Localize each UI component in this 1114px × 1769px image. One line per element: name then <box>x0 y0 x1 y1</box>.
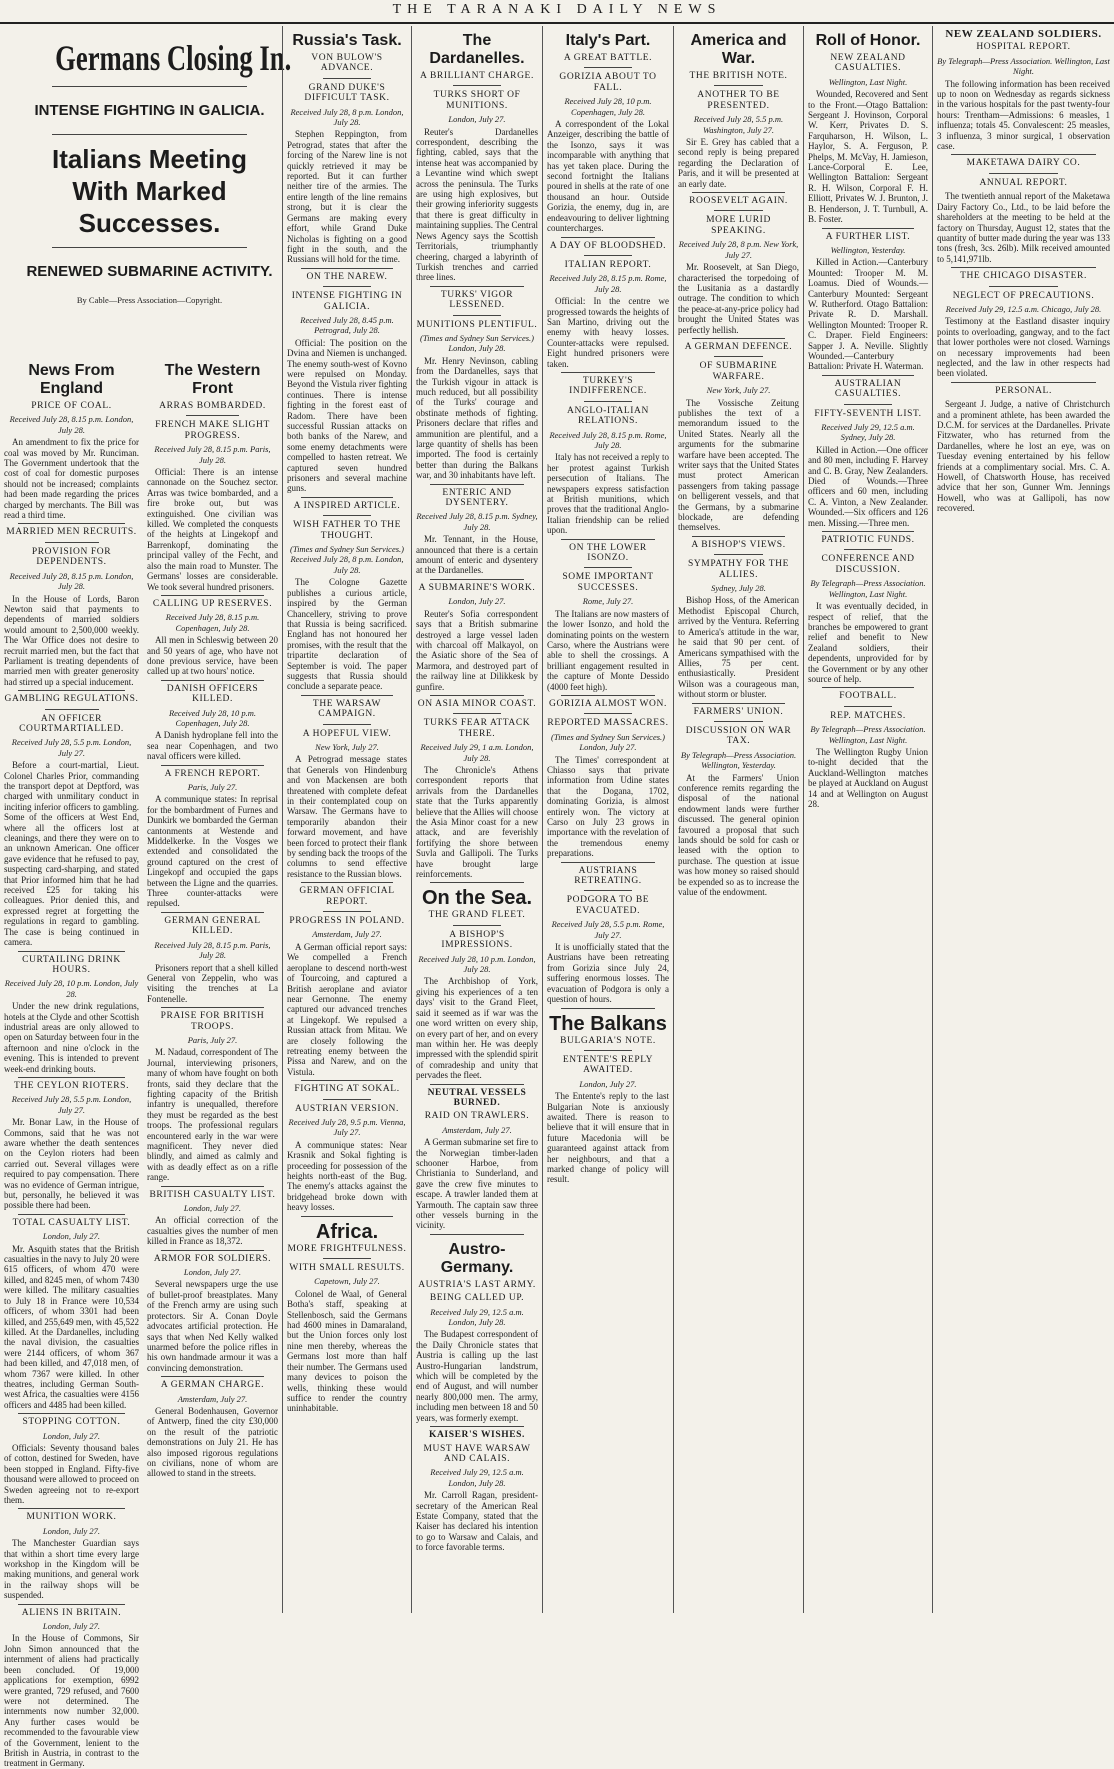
article-text: It was eventually decided, in respect of relief, that the branches be empowered to grant relief and benefit to New Zealand soldiers, their dependents, unprovided for by the Government or by any other source of help. <box>808 601 928 684</box>
col7-sections <box>808 53 928 809</box>
article-subtitle: FIFTY-SEVENTH LIST. <box>814 408 922 419</box>
article-text: A Petrograd message states that Generals von Hindenburg and von Mackensen are both threatened with complete defeat in their contemplated coup on Warsaw. The Germans have to temporarily abandon their forward movement, and have been forced to protect their flank by sending back the troops of the columns to send effective resistance to the Russian blows. <box>287 754 407 879</box>
article-title: VON BULOW'S ADVANCE. <box>311 53 383 74</box>
article-text: Testimony at the Eastland disaster inquiry points to overloading, gangway, and to the fact that lower portholes were not closed. Warnings on necessary improvements had been neglected, and the law in other respects had been violated. <box>937 316 1110 379</box>
article-dateline: Received July 28, 5.5 p.m. Washington, July 27. <box>693 114 784 135</box>
article <box>416 286 538 481</box>
article-dateline: Amsterdam, July 27. <box>177 1393 248 1404</box>
article-text: A German official report says: We compelled a French aeroplane to descend north-west of Tourcoing, and captured a British aeroplane and aviator near Gernonne. The enemy captured our advanced trenches at Lingekopf. We repulsed a Russian attack from Mitau. We are closely following the retreating enemy between the Pissa and Narew, and on the Vistula. <box>287 941 407 1077</box>
article-dateline: Received July 28, 8.15 p.m. Rome, July 28. <box>549 273 667 294</box>
article-dateline: By Telegraph—Press Association. Wellington, Last Night. <box>937 55 1110 77</box>
column-8 <box>932 26 1114 1613</box>
article-title: ARRAS BOMBARDED. <box>159 401 266 411</box>
lead-headline: Germans Closing In. <box>55 38 292 78</box>
article <box>147 1250 278 1373</box>
article-dateline: Received July 28, 8.15 p.m. London, July 28. <box>9 570 134 592</box>
article-text: In the House of Commons, Sir John Simon announced that the internment of aliens had practically been concluded. Of 19,000 applications for exemption, 6992 were granted, 729 refused, and 7600 were not determined. The internments now number 32,000. Any further cases would be recommended to the favourable view of the Government, lenient to the British in Austria, in contrast to the treatment in Germany. <box>4 1633 139 1769</box>
article-title: BRITISH CASUALTY LIST. <box>149 1189 276 1200</box>
article-title: A GREAT BATTLE. <box>563 53 653 63</box>
article-subtitle: ANOTHER TO BE PRESENTED. <box>697 90 780 111</box>
column-2 <box>143 26 282 1613</box>
article-title: HOSPITAL REPORT. <box>976 42 1071 53</box>
kaiser-sub: MUST HAVE WARSAW AND CALAIS. <box>423 1443 531 1464</box>
article-dateline: Received July 28, 8 p.m. London, July 28. <box>290 106 404 128</box>
article-text: Mr. Henry Nevinson, cabling from the Dardanelles, says that the Turkish vigour in attack is much reduced, but all possibility of the Turks' courage and obstinate methods of fighting. Prisoners declare that rifles and ammunition are plentiful, and a large quantity of shells has been imported. The food is certainly better than during the Balkans war, and 30 inhabitants have left. <box>416 355 538 481</box>
article <box>147 401 278 592</box>
roll-of-honor-heading: Roll of Honor. <box>815 32 921 49</box>
article-text: At the Farmers' Union conference remits regarding the disposal of the national endowment lands were further discussed. The general opinion favoured a proposal that such lands should be sold for cash or leased with the option to purchase. The question at issue was how money so raised should be expended so as to increase the value of the endowment. <box>678 772 799 898</box>
article-dateline: Received July 28, 8.15 p.m. Paris, July 28. <box>154 939 271 961</box>
austro-germany-heading: Austro-Germany. <box>440 1240 514 1276</box>
article-text: Under the new drink regulations, hotels at the Clyde and other Scottish industrial areas are only allowed to open on Saturday between four in the afternoon and nine o'clock in the evening. This is intended to prevent week-end drinking bouts. <box>4 1001 139 1074</box>
article-subtitle: AUSTRIAN VERSION. <box>295 1103 399 1114</box>
article-text: Sergeant J. Judge, a native of Christchurch and a prominent athlete, has been awarded the D.C.M. for services at the Dardanelles. Private Fitzwater, who has returned from the Dardanelles, where he lost an eye, was on Tuesday evening entertained by his fellow friends at a complimentary social. Mrs. C. A. Howell, of Chatsworth House, has received advice that her son, Gunner Wm. Jennings Howell, who was at Gallipoli, has now recovered. <box>937 399 1110 514</box>
article-text: Mr. Asquith states that the British casualties in the navy to July 20 were 615 officers, of whom 470 were killed, and 8245 men, of whom 7430 were killed. The military casualties to July 18 in France were 10,534 officers, of whom 3301 had been killed, and 255,649 men, with 45,522 killed. At the Dardanelles, including the naval division, the casualties were 2144 officers, of whom 367 had been killed, and 47,018 men, of whom 7367 were killed. In other theatres, including German South-west Africa, the casualties were 4156 officers and 4485 had been killed. <box>4 1243 139 1410</box>
article-subtitle: ANGLO-ITALIAN RELATIONS. <box>567 405 649 427</box>
article-subtitle: INTENSE FIGHTING IN GALICIA. <box>291 291 403 312</box>
article-title: THE WARSAW CAMPAIGN. <box>312 698 382 720</box>
article-title: ON THE LOWER ISONZO. <box>569 542 647 564</box>
article-text: Mr. Bonar Law, in the House of Commons, said that he was not aware whether the death sentences on the Ceylon rioters had been carried out. Several villages were required to pay compensation. There was no evidence of German intrigue, but, personally, he believed it was possible there had been. <box>4 1117 139 1211</box>
article-dateline: Received July 28, 8.45 p.m. Petrograd, July 28. <box>300 314 394 336</box>
article-dateline: Received July 28, 5.5 p.m. London, July 27. <box>11 737 132 758</box>
article-text: Mr. Tennant, in the House, announced that there is a certain amount of enteric and dysentery at the Dardanelles. <box>416 534 538 576</box>
col4-sections <box>416 71 538 879</box>
lead-byline: By Cable—Press Association—Copyright. <box>76 295 223 305</box>
article-text: Officials: Seventy thousand bales of cotton, destined for Sweden, have been stopped in England. Fifty-five thousand were allowed to proceed on Sweden agreeing not to re-export them. <box>4 1442 139 1505</box>
russias-task-heading: Russia's Task. <box>292 32 402 49</box>
article-text: Several newspapers urge the use of bullet-proof breastplates. Many of the French army are using such protectors. Sir A. Conan Doyle advocates artificial protection. He says that when Ned Kelly walked unarmed before the police rifles in his own handmade armour it was a convincing demonstration. <box>147 1279 278 1373</box>
article <box>547 695 669 859</box>
article-subtitle: CONFERENCE AND DISCUSSION. <box>821 554 915 575</box>
africa-text: Colonel de Waal, of General Botha's staff, speaking at Stellenbosch, said the Germans had 4600 mines in Damaraland, but the Union forces only lost nine men thereby, whereas the Germans lost more than half their number. The Germans used many devices to poison the wells, thinking these would suffice to render the country uninhabitable. <box>287 1288 407 1414</box>
africa-dateline: Capetown, July 27. <box>314 1276 380 1287</box>
article-text: General Bodenhausen, Governor of Antwerp, fined the city £30,000 on the result of the patriotic demonstrations on July 21. He has also imposed rigorous regulations on civilians, none of whom are allowed to stand in the streets. <box>147 1405 278 1479</box>
article-subtitle: OF SUBMARINE WARFARE. <box>699 361 778 382</box>
kaiser-dateline: Received July 29, 12.5 a.m. London, July 28. <box>430 1467 524 1488</box>
article <box>808 228 928 372</box>
article-subtitle: SYMPATHY FOR THE ALLIES. <box>687 559 790 580</box>
on-the-sea-heading: On the Sea. <box>421 887 533 910</box>
article-title: ON THE NAREW. <box>306 271 388 282</box>
article-title: A DAY OF BLOODSHED. <box>549 240 667 251</box>
article-text: The Vossische Zeitung publishes the text of a memorandum issued to the United States. Nearly all the arguments for the submarine warfare have been accepted. The writer says that the United States must protect American passengers from taking passage on belligerent vessels, and that the Germans, by a submarine blockade, are defending themselves. <box>678 397 799 533</box>
article-title: A BISHOP'S VIEWS. <box>691 539 786 550</box>
italys-part-heading: Italy's Part. <box>565 32 651 49</box>
africa-sub2: WITH SMALL RESULTS. <box>289 1263 405 1274</box>
column-5 <box>542 26 673 1613</box>
article <box>416 695 538 880</box>
article-dateline: (Times and Sydney Sun Services.) Received July 28, 8 p.m. London, July 28. <box>289 544 404 575</box>
article-text: Before a court-martial, Lieut. Colonel Charles Prior, commanding the transport depot at Deptford, was charged with unmilitary conduct in inciting inferior officers to gambling. Some of the officers at West End, where all the officers lost at cleanings, and there they were on to an unknown American. One officer gave evidence that he refused to pay, suspecting card-sharping, and stated that Prior informed him that he had received £25 for taking his colleagues. Prior denied this, and expressed regret at forgetting the regulations in regard to gambling. The case is being continued in camera. <box>4 760 139 948</box>
article <box>4 1508 139 1600</box>
article-dateline: By Telegraph—Press Association. Wellington, Last Night. <box>810 724 926 745</box>
article-text: Sir E. Grey has cabled that a second reply is being prepared regarding the Declaration of Paris, and it will be presented at an early date. <box>678 137 799 189</box>
article-dateline: London, July 27. <box>448 114 506 125</box>
article-title: GORIZIA ALMOST WON. <box>549 698 667 709</box>
article-title: A GERMAN DEFENCE. <box>684 341 793 352</box>
article-dateline: Received July 28, 5.5 p.m. London, July 27. <box>11 1094 132 1115</box>
article-title: GERMAN GENERAL KILLED. <box>164 915 261 937</box>
article <box>287 882 407 1077</box>
article-dateline: Paris, July 27. <box>187 782 238 792</box>
article-dateline: New York, July 27. <box>315 741 379 752</box>
article-dateline: Received July 28, 10 p.m. Copenhagen, July 28. <box>168 707 257 728</box>
article-dateline: Rome, July 27. <box>582 596 634 607</box>
article-subtitle: REP. MATCHES. <box>830 710 906 721</box>
sea-sub2: A BISHOP'S IMPRESSIONS. <box>441 929 513 951</box>
article <box>147 765 278 909</box>
article-text: Reuter's Sofia correspondent says that a British submarine destroyed a large vessel laden with charcoal off Malkayol, on the Asiatic shore of the Sea of Marmora, and destroyed part of the railway line at Dilikkesk by gunfire. <box>416 608 538 692</box>
newspaper-masthead: THE TARANAKI DAILY NEWS <box>0 0 1114 24</box>
news-from-england-heading: News From England <box>28 362 115 397</box>
article-text: The following information has been received up to noon on Wednesday as regards sickness in the various hospitals for the past twenty-four hours: Trentham—Admissions: 6 measles, 1 influenza; totals 45. Convalescent: 25 measles, 3 influenza, 3 minor surgical, 1 observation case. <box>937 78 1110 152</box>
article-text: In the House of Lords, Baron Newton said that payments to dependents of married soldiers would amount to 2,500,000 weekly. The War Office does not desire to recruit married men, but the fact that Parliament is treating dependents of married men with greater generosity had stirred up a special inducement. <box>4 593 139 687</box>
article <box>416 484 538 576</box>
article-text: Prisoners report that a shell killed General von Zeppelin, who was visiting the trenches at La Fontenelle. <box>147 962 278 1004</box>
article <box>4 1413 139 1505</box>
article-subtitle: PROVISION FOR DEPENDENTS. <box>31 546 112 568</box>
article-subtitle: TURKS FEAR ATTACK THERE. <box>423 718 531 739</box>
article-subtitle: SOME IMPORTANT SUCCESSES. <box>562 572 654 593</box>
article-title: AUSTRALIAN CASUALTIES. <box>834 378 902 400</box>
article-dateline: London, July 27. <box>42 1525 101 1536</box>
article-subtitle: ITALIAN REPORT. <box>564 259 652 270</box>
article-dateline: Received July 28, 8.15 p.m. Rome, July 28. <box>549 429 667 450</box>
article-subtitle: GORIZIA ABOUT TO FALL. <box>559 72 657 93</box>
article <box>937 382 1110 514</box>
article-text: A Danish hydroplane fell into the sea near Copenhagen, and two naval officers were killed. <box>147 730 278 762</box>
article <box>547 862 669 1005</box>
article <box>547 539 669 692</box>
article-dateline: London, July 27. <box>42 1430 101 1441</box>
article <box>937 267 1110 379</box>
article-title: TURKS' VIGOR LESSENED. <box>440 289 514 311</box>
article <box>147 595 278 677</box>
col2-sections <box>147 401 278 1479</box>
article-title: ENTERIC AND DYSENTERY. <box>442 487 512 509</box>
africa-sub: MORE FRIGHTFULNESS. <box>287 1243 407 1254</box>
article <box>808 53 928 225</box>
balkans-text: The Entente's reply to the last Bulgarian Note is anxiously awaited. There is reason to believe that it will ensure that in future Macedonia will be guaranteed against attack from her neighbours, and that a marked change of policy will result. <box>547 1091 669 1185</box>
article-title: ALIENS IN BRITAIN. <box>21 1607 122 1618</box>
article <box>4 523 139 687</box>
article-subtitle: NEGLECT OF PRECAUTIONS. <box>952 290 1095 301</box>
article-text: It is unofficially stated that the Austrians have been retreating from Gorizia since July 24, suffering enormous losses. The evacuation of Podgora is only a question of hours. <box>547 942 669 1005</box>
article-text: Stephen Reppington, from Petrograd, states that after the forcing of the Narew line is not quickly retrieved it may be reported. But it can further neither tire of the armies. The entire length of the line remains strong, but it is clear the Germans are making every effort, while Grand Duke Nicholas is fighting on a good fight in the south, and the Russians will hold for the time. <box>287 129 407 265</box>
article-subtitle: AN OFFICER COURTMARTIALLED. <box>19 713 124 734</box>
article-dateline: Received July 28, 8.15 p.m. London, July 28. <box>9 414 134 435</box>
article <box>547 372 669 536</box>
article-text: The twentieth annual report of the Maketawa Dairy Factory Co., Ltd., to be laid before the shareholders at the meeting to be held at the factory on Thursday, August 12, states that the quantity of butter made during the year was 133 tons (fresh, 3cs. 26lb). Milk received amounted to 5,141,971lb. <box>937 191 1110 264</box>
article-title: CALLING UP RESERVES. <box>152 598 273 609</box>
sea-sub: THE GRAND FLEET. <box>428 910 526 921</box>
article <box>147 1007 278 1183</box>
col3-sections <box>287 53 407 1213</box>
col5-sections <box>547 53 669 1005</box>
article-dateline: Received July 28, 9.5 p.m. Vienna, July 27. <box>288 1116 406 1138</box>
article <box>678 536 799 700</box>
article-dateline: Amsterdam, July 27. <box>312 929 382 940</box>
sea-dateline: Received July 28, 10 p.m. London, July 28. <box>418 953 536 975</box>
article-text: The Manchester Guardian says that within a short time every large workshop in the Kingdom will be making munitions, and general work in the railway shops will be suspended. <box>4 1538 139 1601</box>
article-text: The Times' correspondent at Chiasso says that private information from Udine states that the Dogana, 1702, dominating Gorizia, is almost entirely won. The victory at Carso on July 23 grows in importance with the revelation of the tremendous enemy preparations. <box>547 754 669 859</box>
article <box>4 690 139 947</box>
article-dateline: New York, July 27. <box>706 385 771 396</box>
article-title: ROOSEVELT AGAIN. <box>689 196 788 207</box>
article-subtitle: WISH FATHER TO THE THOUGHT. <box>292 520 401 541</box>
column-6 <box>673 26 803 1613</box>
article-title: THE BRITISH NOTE. <box>689 71 788 81</box>
article <box>147 1376 278 1479</box>
sea-text: The Archbishop of York, giving his experiences of a ten days' visit to the Grand Fleet, said it seemed as if war was the one word written on every ship, on every part of her, and on every man within her. He was deeply impressed with the splendid spirit of comradeship and unity that pervades the fleet. <box>416 976 538 1081</box>
article-dateline: London, July 27. <box>448 596 506 607</box>
article-text: M. Nadaud, correspondent of The Journal, interviewing prisoners, many of whom have fought on both fronts, said they declare that the fighting capacity of the British infantry is unequalled, therefore they must be regarded as the best troops. The professional regulars encountered early in the war were magnificent. They never died blindly, and aimed as calmly and with as deadly effect as on a rifle range. <box>147 1047 278 1183</box>
article <box>4 1214 139 1410</box>
article-title: PRAISE FOR BRITISH TROOPS. <box>160 1011 265 1032</box>
article-dateline: (Times and Sydney Sun Services.) London, July 28. <box>419 332 534 354</box>
article-text: Killed in Action.—One officer and 80 men, including F. Harvey and C. B. Gray, New Zealanders. Died of Wounds.—Three officers and 60 men, including C. A. Vinton, a New Zealander. Wounded.—Six officers and 126 men. Missing.—Three men. <box>808 444 928 528</box>
article-title: TURKEY'S INDIFFERENCE. <box>569 375 647 397</box>
article <box>416 71 538 283</box>
austro-sub: AUSTRIA'S LAST ARMY. <box>418 1279 536 1290</box>
article-text: Official: In the centre we progressed towards the heights of San Martino, driving out the enemy with heavy losses. Counter-attacks were repulsed. Eight hundred prisoners were taken. <box>547 296 669 369</box>
col8-sections <box>937 42 1110 513</box>
article-dateline: Received July 29, 12.5 a.m. Sydney, July 28. <box>821 422 915 443</box>
article <box>4 401 139 520</box>
article-title: A GERMAN CHARGE. <box>160 1380 265 1391</box>
article-title: MARRIED MEN RECRUITS. <box>6 527 137 538</box>
article <box>937 154 1110 264</box>
kaiser-text: Mr. Carroll Ragan, president-secretary of the American Real Estate Company, stated that the Kaiser has declared his intention to go to Warsaw and Calais, and to force favorable terms. <box>416 1490 538 1553</box>
article-subtitle: FRENCH MAKE SLIGHT PROGRESS. <box>155 420 270 441</box>
article-title: MAKETAWA DAIRY CO. <box>966 158 1081 169</box>
article-title: TOTAL CASUALTY LIST. <box>12 1217 131 1228</box>
article-title: DANISH OFFICERS KILLED. <box>166 683 259 705</box>
article-title: THE CEYLON RIOTERS. <box>13 1080 130 1091</box>
article-subtitle: PROGRESS IN POLAND. <box>289 916 405 927</box>
balkans-sub2: ENTENTE'S REPLY AWAITED. <box>562 1054 654 1076</box>
neutral-heading: NEUTRAL VESSELS BURNED. <box>427 1087 527 1108</box>
article-dateline: Received July 29, 12.5 a.m. Chicago, July 28. <box>945 303 1102 314</box>
article <box>808 375 928 528</box>
article-title: A FURTHER LIST. <box>825 231 911 242</box>
article-title: A FRENCH REPORT. <box>164 768 261 779</box>
lead-subheadline-submarine: RENEWED SUBMARINE ACTIVITY. <box>26 263 273 280</box>
article-title: GAMBLING REGULATIONS. <box>4 694 139 705</box>
col6-sections <box>678 71 799 897</box>
austro-sub2: BEING CALLED UP. <box>429 1293 525 1304</box>
article-title: GERMAN OFFICIAL REPORT. <box>299 886 395 907</box>
article-text: Killed in Action.—Canterbury Mounted: Trooper M. M. Loamus. Died of Wounds.—Canterbury Mounted: Sergeant W. Rutherford. Otago Battalion: Private R. D. Marshall. Wellington Mounted: Trooper R. C. Draper. Field Engineers: Sapper J. A. Neville. Slightly Wounded.—Canterbury Battalion: Private H. Waterman. <box>808 257 928 372</box>
article-text: A correspondent of the Lokal Anzeiger, describing the battle of the Isonzo, says it was incomparable with anything that has yet taken place. During the second fortnight the Italians poured in shells at the rate of one thousand an hour. Outside Gorizia, the enemy, dug in, are endeavouring to deliver lightning countercharges. <box>547 119 669 234</box>
neutral-text: A German submarine set fire to the Norwegian timber-laden schooner Harboe, from Christiania to Sunderland, and gave the crew five minutes to escape. A trawler landed them at Yarmouth. The captain saw three other vessels burning in the vicinity. <box>416 1137 538 1231</box>
article-dateline: Received July 28, 5.5 p.m. Rome, July 27. <box>551 919 665 940</box>
article-subtitle: A HOPEFUL VIEW. <box>302 728 392 739</box>
article-subtitle: MORE LURID SPEAKING. <box>706 215 771 236</box>
article-title: PRICE OF COAL. <box>31 401 112 411</box>
article-title: NEW ZEALAND CASUALTIES. <box>830 53 906 74</box>
article-text: The Wellington Rugby Union to-night decided that the Auckland-Wellington matches be played at Auckland on August 14 and at Wellington on August 28. <box>808 746 928 809</box>
austro-text: The Budapest correspondent of the Daily Chronicle states that Austria is calling up the last Austro-Hungarian landstrum, which will be completed by the end of August, and will number nearly 800,000 men. The army, including men between 18 and 50 years, was formerly exempt. <box>416 1329 538 1423</box>
article-dateline: Received July 28, 8.15 p.m. Copenhagen, July 28. <box>165 612 260 633</box>
article-dateline: Sydney, July 28. <box>711 583 766 594</box>
article <box>4 1604 139 1769</box>
neutral-dateline: Amsterdam, July 27. <box>442 1124 512 1135</box>
article-text: The Italians are now masters of the lower Isonzo, and hold the dominating points on the western Carso, where the Austrians were able to shell the crossings. A brilliant engagement resulted in the capture of Monte Dessido (4000 feet high). <box>547 608 669 692</box>
article-title: THE CHICAGO DISASTER. <box>960 271 1087 282</box>
article-subtitle: ANNUAL REPORT. <box>979 177 1068 188</box>
article-text: Italy has not received a reply to her protest against Turkish persecution of Italians. The newspapers express satisfaction at British munitions, which proves that the traditional Anglo-Italian friendship can be relied upon. <box>547 452 669 536</box>
article <box>678 192 799 335</box>
article-subtitle: GRAND DUKE'S DIFFICULT TASK. <box>304 82 390 104</box>
article <box>808 531 928 684</box>
article-title: ARMOR FOR SOLDIERS. <box>153 1253 272 1264</box>
article-subtitle: PODGORA TO BE EVACUATED. <box>566 895 650 916</box>
article-dateline: Wellington, Yesterday. <box>830 244 906 255</box>
column-3 <box>282 26 411 1613</box>
article-title: PERSONAL. <box>995 385 1052 396</box>
article-subtitle: REPORTED MASSACRES. <box>547 718 669 729</box>
america-and-war-heading: America and War. <box>690 32 787 67</box>
neutral-sub: RAID ON TRAWLERS. <box>424 1111 530 1122</box>
article <box>808 687 928 809</box>
column-7 <box>803 26 932 1613</box>
article-text: A communique states: Near Krasnik and Sokal fighting is proceeding for possession of the heights north-east of the Bug. The enemy's attacks against the bridgehead broke down with heavy losses. <box>287 1139 407 1213</box>
article <box>287 497 407 692</box>
article-text: A communique states: In reprisal for the bombardment of Furnes and Dunkirk we bombarded the German cantonments at Westende and Middelkerke. In the Vosges we extended and consolidated the ground captured on the crest of Lingekopf and occupied the gaps between the Ligne and the quarries. Three counter-attacks were repulsed. <box>147 794 278 909</box>
article-dateline: Received July 28, 8.15 p.m. Sydney, July 28. <box>416 511 538 532</box>
article-dateline: By Telegraph—Press Association. Wellington, Last Night. <box>810 578 926 599</box>
article-title: ON ASIA MINOR COAST. <box>417 698 537 709</box>
article <box>4 1077 139 1211</box>
article-title: A SUBMARINE'S WORK. <box>418 582 536 593</box>
article-dateline: London, July 27. <box>42 1231 101 1242</box>
article <box>547 53 669 234</box>
article-text: Reuter's Dardanelles correspondent, describing the fighting, cabled, says that the intense heat was accompanied by a Levantine wind which swept across the peninsula. The Turks are using high explosives, but their growing inferiority suggests that there is great difficulty in maintaining supplies. The Central News Agency says the Scottish Territorials, triumphantly cheering, charged a labyrinth of Turkish trenches and carried three lines. <box>416 126 538 283</box>
balkans-heading: The Balkans <box>549 1012 667 1035</box>
article <box>147 680 278 762</box>
article-text: Official: The position on the Dvina and Niemen is unchanged. The enemy south-west of Kovno were repulsed on Monday. Beyond the Vistula river fighting continues. There is intense fighting in the forest east of Radom. There have been successful Russian attacks on both banks of the Narew, and some enemy detachments were compelled to hasten retreat. We captured seven hundred prisoners and several machine guns. <box>287 337 407 494</box>
article-subtitle: DISCUSSION ON WAR TAX. <box>685 725 792 747</box>
article-title: MUNITION WORK. <box>26 1512 117 1523</box>
article-text: Wounded, Recovered and Sent to the Front.—Otago Battalion: Sergeant J. Hovinson, Corporal W. Kerr, Privates D. S. Farquharson, H. Wilson, L. Haylor, S. A. Ferguson, P. Phelps, M. McVay, H. Jamieson, Lance-Corporal E. Lee, Wellington Battalion: Sergeant R. H. Wilson, Corporal F. H. Elliott, Privates W. J. Brunton, J. B. Henderson, J. T. Turnbull, A. B. Foster. <box>808 89 928 225</box>
article-dateline: Paris, July 27. <box>187 1034 238 1045</box>
article-title: FIGHTING AT SOKAL. <box>294 1084 400 1095</box>
article-dateline: London, July 27. <box>183 1267 242 1278</box>
lead-subheadline-galicia: INTENSE FIGHTING IN GALICIA. <box>34 102 265 119</box>
article-dateline: Received July 28, 8.15 p.m. Paris, July 28. <box>154 444 271 465</box>
lead-subheadline-italians: Italians Meeting With Marked Successes. <box>51 144 248 238</box>
article <box>678 703 799 898</box>
article <box>416 579 538 692</box>
article-text: The Cologne Gazette publishes a curious article, inspired by the German Chancellery, striving to prove that Russia is being sacrificed. England has not honoured her promises, with the result that the tripartite declaration of September is void. The paper suggests that Russia should conclude a separate peace. <box>287 577 407 692</box>
article <box>147 1186 278 1247</box>
article-text: Official: There is an intense cannonade on the Souchez sector. Arras was twice bombarded, and a fire broke out, but was extinguished. One civilian was killed. We completed the conquests of the heights at Lingekopf and Barrenkopf, dominating the principal valley of the Fecht, and also the main road to Munster. The Germans' losses are considerable. We took several hundred prisoners. <box>147 467 278 592</box>
article-title: CURTAILING DRINK HOURS. <box>22 954 121 975</box>
article-title: AUSTRIANS RETREATING. <box>574 865 642 887</box>
article-title: STOPPING COTTON. <box>22 1417 121 1428</box>
balkans-dateline: London, July 27. <box>579 1078 637 1089</box>
article-text: An amendment to fix the price for coal was moved by Mr. Runciman. The Government undertook that the cost of coal for domestic purposes should not be increased; complaints had been made regarding the prices charged by merchants. The Bill was read a third time. <box>4 437 139 521</box>
article-dateline: (Times and Sydney Sun Services.) London, July 27. <box>550 731 665 753</box>
article <box>147 912 278 1004</box>
article <box>4 951 139 1074</box>
article-dateline: London, July 27. <box>183 1203 242 1214</box>
article-dateline: Received July 28, 10 p.m. Copenhagen, July 28. <box>564 96 652 117</box>
article-title: A INSPIRED ARTICLE. <box>293 500 401 511</box>
article <box>547 237 669 369</box>
article-text: All men in Schleswig between 20 and 50 years of age, who have not done previous service, have been called up at two hours' notice. <box>147 635 278 677</box>
balkans-sub: BULGARIA'S NOTE. <box>560 1035 656 1046</box>
article-title: FOOTBALL. <box>839 691 897 702</box>
article-dateline: Received July 28, 10 p.m. London, July 28. <box>4 978 139 999</box>
article-text: The Chronicle's Athens correspondent reports that arrivals from the Dardanelles state that the Turks apparently believe that the Allies will choose the Asia Minor coast for a new attack, and are feverishly fortifying the shore between Suvla and Gallipoli. The Turks have brought large reinforcements. <box>416 764 538 880</box>
article-title: A BRILLIANT CHARGE. <box>420 71 534 81</box>
article-text: An official correction of the casualties gives the number of men killed in France as 18,372. <box>147 1215 278 1247</box>
column-4 <box>411 26 542 1613</box>
article-title: FARMERS' UNION. <box>693 706 784 717</box>
col1-sections <box>4 401 139 1769</box>
article-text: Bishop Hoss, of the American Methodist Episcopal Church, arrived by the Ventura. Referring to America's attitude in the war, he said that 90 per cent. of Americans sympathised with the Allies, 75 per cent. enthusiastically. President Wilson was a courageous man, without storm or bluster. <box>678 595 799 700</box>
article <box>287 695 407 880</box>
article-dateline: Received July 28, 8 p.m. New York, July 27. <box>678 239 799 260</box>
article-dateline: London, July 27. <box>42 1621 101 1632</box>
article-dateline: By Telegraph—Press Association. Wellington, Yesterday. <box>680 749 797 771</box>
article <box>937 42 1110 151</box>
austro-dateline: Received July 29, 12.5 a.m. London, July 28. <box>430 1306 524 1328</box>
nz-soldiers-heading: NEW ZEALAND SOLDIERS. <box>945 28 1102 40</box>
article <box>678 338 799 533</box>
western-front-heading: The Western Front <box>164 362 261 397</box>
kaiser-heading: KAISER'S WISHES. <box>428 1430 526 1441</box>
article-text: Mr. Roosevelt, at San Diego, characterised the torpedoing of the Lusitania as a dastardly outrage. The condition to which the peace-at-any-price policy had brought the United States was perfectly hellish. <box>678 262 799 335</box>
article <box>287 268 407 494</box>
article <box>287 1080 407 1212</box>
dardanelles-heading: The Dardanelles. <box>429 32 525 67</box>
article-dateline: Wellington, Last Night. <box>828 76 908 87</box>
article-subtitle: TURKS SHORT OF MUNITIONS. <box>433 90 521 111</box>
article <box>678 71 799 189</box>
article-title: PATRIOTIC FUNDS. <box>821 535 915 546</box>
article-dateline: Received July 29, 1 a.m. London, July 28. <box>420 742 534 763</box>
article <box>287 53 407 265</box>
africa-heading: Africa. <box>315 1220 379 1243</box>
article-subtitle: MUNITIONS PLENTIFUL. <box>416 319 538 330</box>
